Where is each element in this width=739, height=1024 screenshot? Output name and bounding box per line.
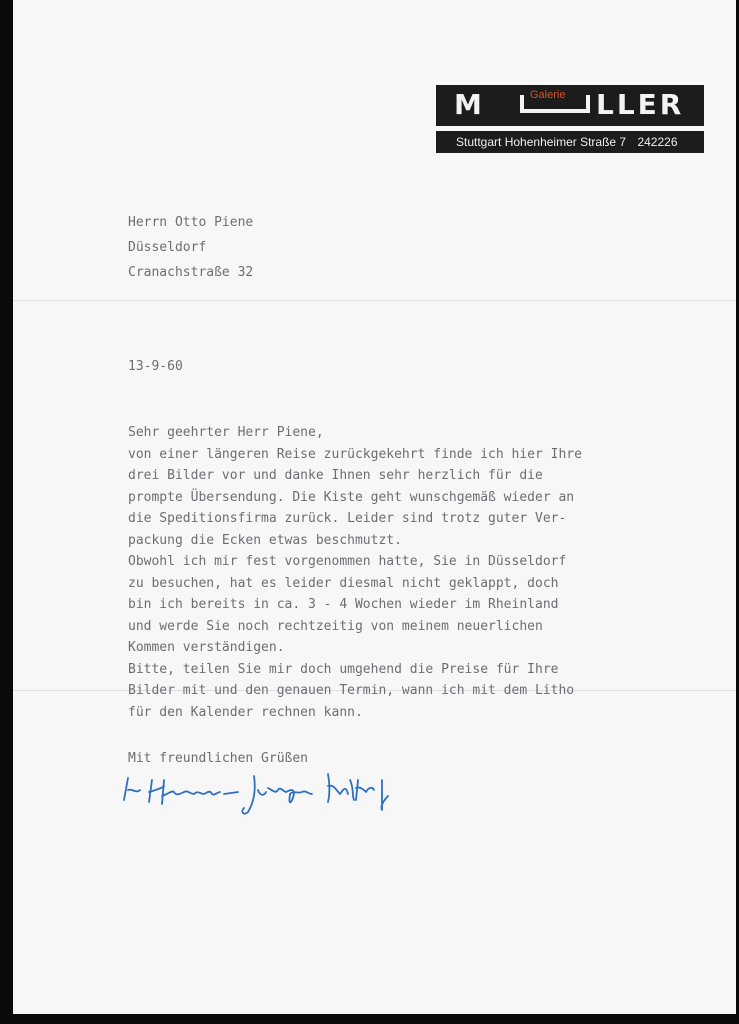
recipient-street: Cranachstraße 32 — [128, 265, 254, 280]
logo-name-part2: LLER — [596, 88, 685, 121]
body-line: zu besuchen, hat es leider diesmal nicht geklappt, doch — [128, 575, 559, 591]
letterhead-city: Stuttgart — [456, 135, 502, 149]
handwritten-signature — [118, 750, 468, 820]
recipient-name: Herrn Otto Piene — [128, 215, 254, 230]
body-line: Bitte, teilen Sie mir doch umgehend die Preise für Ihre — [128, 661, 559, 677]
letterhead-street: Hohenheimer Straße 7 — [504, 135, 627, 149]
letterhead — [436, 85, 704, 153]
fold-line — [13, 300, 736, 301]
body-line: Kommen verständigen. — [128, 640, 285, 655]
letter-body — [128, 422, 582, 723]
recipient-address — [128, 210, 253, 285]
body-line: prompte Übersendung. Die Kiste geht wunschgemäß wieder an — [128, 489, 575, 505]
recipient-city: Düsseldorf — [128, 240, 207, 255]
gallery-logo — [436, 85, 704, 126]
body-line: und werde Sie noch rechtzeitig von meinem neuerlichen — [128, 618, 543, 634]
body-line: drei Bilder vor und danke Ihnen sehr herzlich für die — [128, 468, 543, 483]
letterhead-address — [436, 131, 704, 153]
body-line: bin ich bereits in ca. 3 - 4 Wochen wieder im Rheinland — [128, 597, 559, 612]
body-line: Obwohl ich mir fest vorgenommen hatte, Sie in Düsseldorf — [128, 554, 567, 569]
body-line: Bilder mit und den genauen Termin, wann ich mit dem Litho — [128, 683, 575, 698]
body-line: packung die Ecken etwas beschmutzt. — [128, 532, 402, 548]
body-line: Sehr geehrter Herr Piene, — [128, 425, 324, 440]
closing-phrase: Mit freundlichen Grüßen — [128, 751, 309, 766]
logo-galerie-label: Galerie — [530, 89, 566, 101]
body-line: für den Kalender rechnen kann. — [128, 704, 363, 720]
logo-name-part1: M — [454, 88, 485, 121]
body-line: die Speditionsfirma zurück. Leider sind trotz guter Ver- — [128, 511, 567, 526]
letter-date: 13-9-60 — [128, 359, 183, 374]
letterhead-phone: 242226 — [637, 135, 678, 149]
body-line: von einer längeren Reise zurückgekehrt finde ich hier Ihre — [128, 446, 582, 462]
